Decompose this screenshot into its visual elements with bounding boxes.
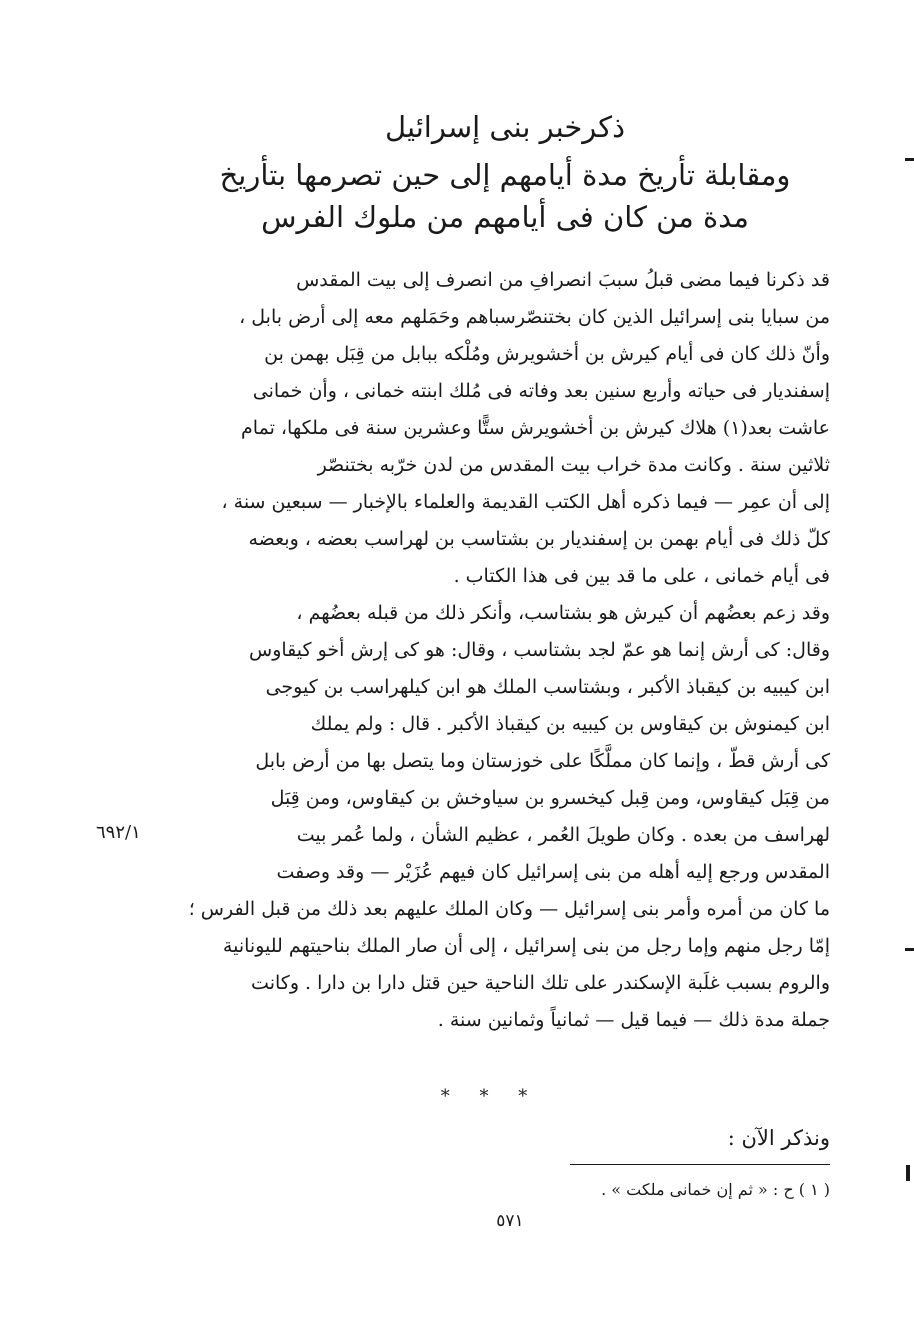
chapter-heading [180,100,830,238]
edge-mark-middle [905,948,914,951]
heading-subtitle-line-1: ومقابلة تأريخ مدة أيامهم إلى حين تصرمها بتأريخ [219,158,791,192]
text-line: ابن كيبيه بن كيقباذ الأكبر ، وبشتاسب الملك هو ابن كيلهراسب بن كيوجى [265,676,830,698]
text-line: وقد زعم بعضُهم أن كيرش هو بشتاسب، وأنكر ذلك من قبله بعضُهم ، [296,602,830,624]
section-separator: * * * [440,1086,540,1107]
edge-mark-bottom [906,1165,910,1181]
page-number: ٥٧١ [496,1211,524,1231]
text-line: ابن كيمنوش بن كيقاوس بن كيبيه بن كيقباذ الأكبر . قال : ولم يملك [310,713,830,735]
text-line: والروم بسبب غلَبة الإسكندر على تلك الناحية حين قتل دارا بن دارا . وكانت [251,972,830,994]
text-line: إسفنديار فى حياته وأربع سنين بعد وفاته فى مُلك ابنته خمانى ، وأن خمانى [252,380,830,402]
text-line: ما كان من أمره وأمر بنى إسرائيل — وكان الملك عليهم بعد ذلك من قبل الفرس ؛ [188,898,830,920]
text-line: ثلاثين سنة . وكانت مدة خراب بيت المقدس من لدن خرّبه بختنصّر [317,454,830,476]
text-line: عاشت بعد(١) هلاك كيرش بن أخشويرش ستًّا وعشرين سنة فى ملكها، تمام [241,417,830,439]
text-line: من قِبَل كيقاوس، ومن قِبل كيخسرو بن سياوخش بن كيقاوس، ومن قِبَل [270,787,830,809]
edge-mark-top [905,158,914,161]
footnote: ( ١ ) ح : « ثم إن خمانى ملكت » . [601,1180,830,1199]
text-line: إلى أن عمِر — فيما ذكره أهل الكتب القديمة والعلماء بالإخبار — سبعين سنة ، [221,491,830,513]
text-line: إمّا رجل منهم وإما رجل من بنى إسرائيل ، إلى أن صار الملك بناحيتهم لليونانية [222,935,830,957]
text-line: كى أرش قطّ ، وإنما كان مملَّكًا على خوزستان وما يتصل بها من أرض بابل [255,750,830,772]
margin-reference: ٦٩٢/١ [96,822,141,843]
heading-title: ذكرخبر بنى إسرائيل [384,110,626,144]
body-text [180,262,830,1039]
heading-subtitle-line-2: مدة من كان فى أيامهم من ملوك الفرس [261,200,749,234]
text-line: جملة مدة ذلك — فيما قيل — ثمانياً وثمانين سنة . [437,1009,830,1031]
text-line: وقال: كى أرش إنما هو عمّ لجد بشتاسب ، وقال: هو كى إرش أخو كيقاوس [249,639,830,661]
text-line: فى أيام خمانى ، على ما قد بين فى هذا الكتاب . [453,565,830,587]
text-line: من سبايا بنى إسرائيل الذين كان بختنصّرسباهم وحَمَلهم معه إلى أرض بابل ، [239,306,830,328]
footnote-rule [570,1164,830,1165]
closing-line: ونذكر الآن : [727,1126,830,1150]
text-line: وأنّ ذلك كان فى أيام كيرش بن أخشويرش ومُلْكه ببابل من قِبَل بهمن بن [264,343,830,365]
text-line: لهراسف من بعده . وكان طويلَ العُمر ، عظيم الشأن ، ولما عُمر بيت [296,824,830,846]
text-line: كلّ ذلك فى أيام بهمن بن إسفنديار بن بشتاسب بن لهراسب بعضه ، وبعضه [248,528,830,550]
text-line: المقدس ورجع إليه أهله من بنى إسرائيل كان فيهم عُزَيْر — وقد وصفت [276,861,830,883]
text-line: قد ذكرنا فيما مضى قبلُ سببَ انصرافِ من انصرف إلى بيت المقدس [296,269,830,291]
